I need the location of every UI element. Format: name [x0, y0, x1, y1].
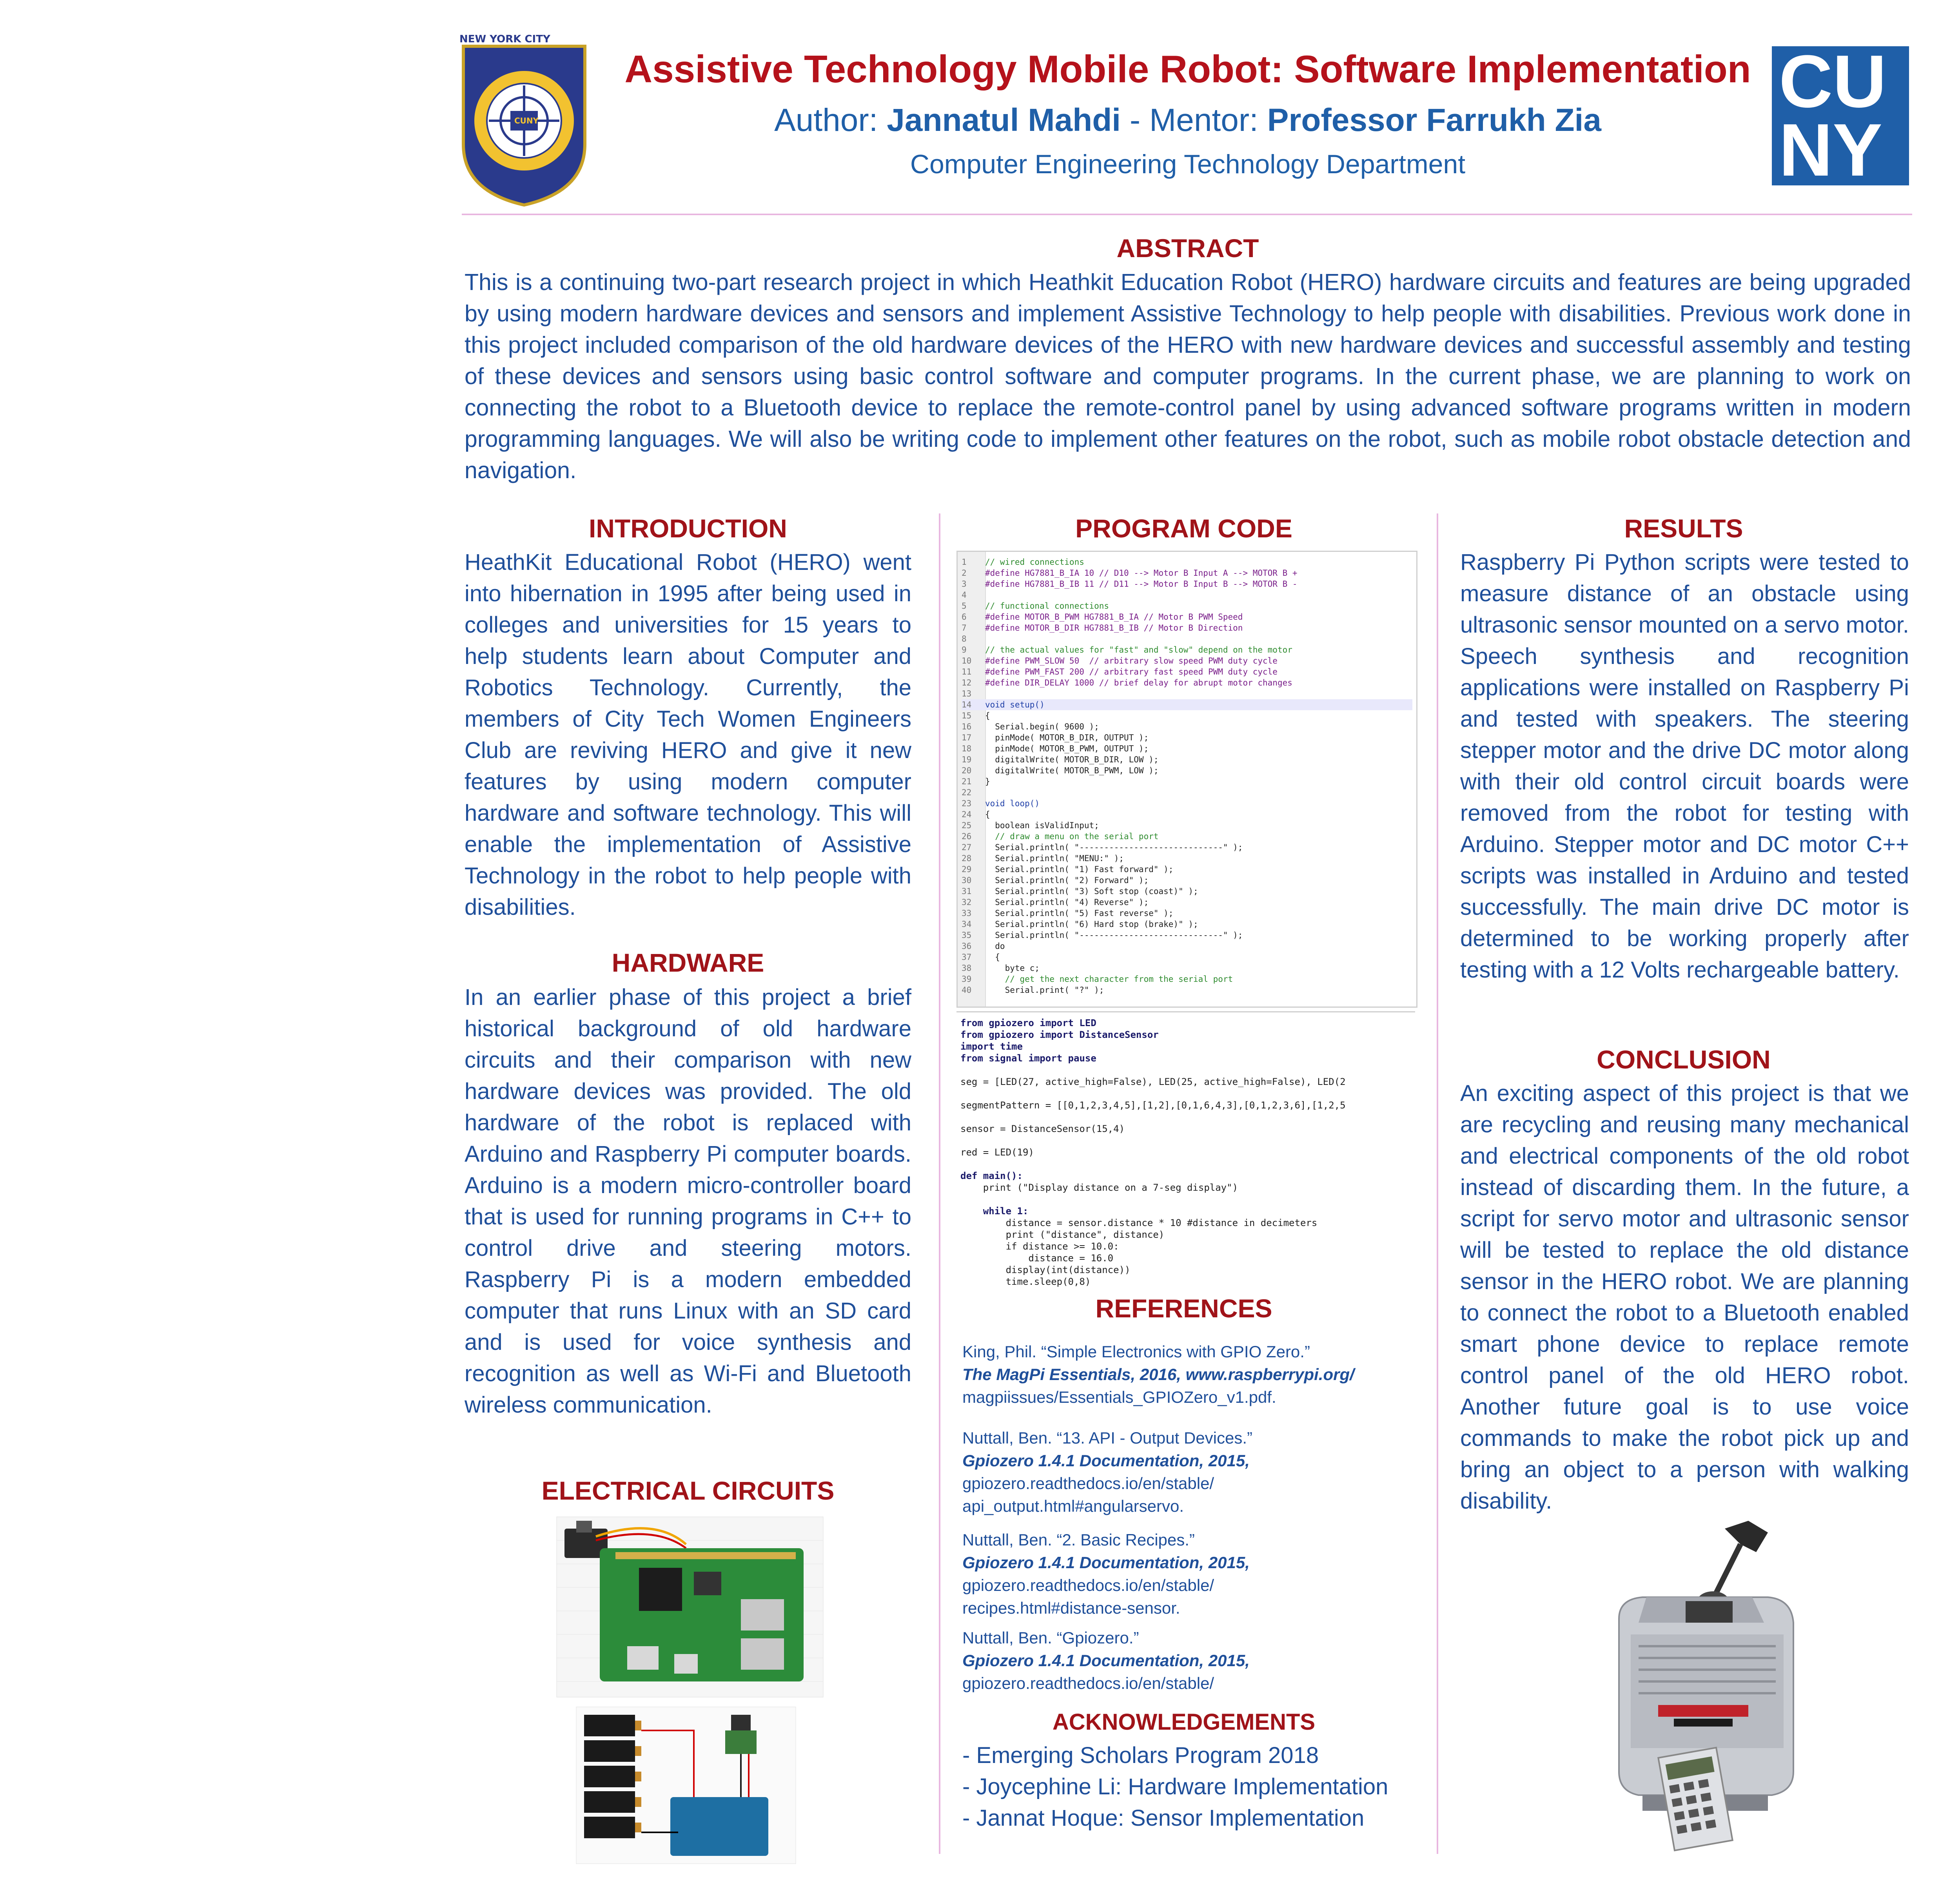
code-line — [962, 622, 1412, 633]
code-text: void loop() — [985, 799, 1040, 808]
code-line: distance = 16.0 — [960, 1253, 1114, 1264]
code-text: pinMode( MOTOR_B_DIR, OUTPUT ); — [985, 733, 1149, 742]
line-number: 37 — [962, 952, 972, 962]
code-text: #define PWM_SLOW 50 // arbitrary slow speed PWM duty cycle — [985, 656, 1278, 666]
results-text: Raspberry Pi Python scripts were tested to measure distance of an obstacle using ultrasonic sensor mounted on a servo motor. Speech synthesis and recognition applications were installed on Raspberry Pi and tested with speakers. The steering stepper motor and the drive DC motor along with their old control circuit boards were removed from the robot for testing with Arduino. Stepper motor and DC motor C++ scripts was installed in Arduino and tested successfully. The main drive DC motor is determined to be working properly after testing with a 12 Volts rechargeable battery. — [1460, 550, 1909, 983]
hero-robot-photo — [1584, 1521, 1827, 1858]
line-number: 16 — [962, 722, 972, 731]
line-number: 9 — [962, 645, 967, 655]
reference-line: Nuttall, Ben. “Gpiozero.” — [962, 1629, 1139, 1647]
references-title: REFERENCES — [1095, 1294, 1272, 1323]
code-text: digitalWrite( MOTOR_B_PWM, LOW ); — [985, 766, 1159, 775]
city-tech-seal-logo — [459, 33, 589, 207]
code-line: from gpiozero import LED — [960, 1017, 1096, 1028]
author-line — [580, 102, 1795, 139]
code-line — [962, 710, 1412, 721]
code-line — [962, 875, 1412, 886]
line-number: 36 — [962, 941, 972, 951]
code-line — [962, 721, 1412, 732]
code-text: Serial.println( "3) Soft stop (coast)" ); — [985, 887, 1198, 896]
code-text: } — [985, 777, 990, 786]
acknowledgement-item: - Jannat Hoque: Sensor Implementation — [962, 1805, 1365, 1831]
electrical-circuits-title: ELECTRICAL CIRCUITS — [541, 1476, 835, 1505]
code-line: sensor = DistanceSensor(15,4) — [960, 1123, 1125, 1134]
line-number: 32 — [962, 898, 972, 907]
code-text: void setup() — [985, 700, 1045, 709]
code-line — [962, 579, 1412, 589]
code-line — [962, 568, 1412, 579]
code-text: Serial.print( "?" ); — [985, 985, 1104, 995]
line-number: 5 — [962, 601, 967, 611]
reference-line: Gpiozero 1.4.1 Documentation, 2015, — [962, 1553, 1250, 1572]
code-text: // get the next character from the serial port — [985, 974, 1233, 984]
seal-text-cuny: CUNY — [514, 116, 539, 125]
conclusion-title: CONCLUSION — [1597, 1045, 1771, 1074]
code-text: { — [985, 711, 990, 720]
line-number: 24 — [962, 810, 972, 819]
line-number: 29 — [962, 865, 972, 874]
code-line: import time — [960, 1041, 1023, 1052]
line-number: 27 — [962, 843, 972, 852]
code-line — [962, 787, 1412, 798]
code-text: boolean isValidInput; — [985, 821, 1099, 830]
seal-text-top: NEW YORK CITY — [459, 33, 550, 45]
code-line: distance = sensor.distance * 10 #distance in decimeters — [960, 1217, 1318, 1228]
mentor-name: Professor Farrukh Zia — [1267, 102, 1601, 138]
code-text: Serial.println( "6) Hard stop (brake)" ); — [985, 920, 1198, 929]
code-text: { — [985, 952, 1000, 962]
cuny-logo — [1772, 40, 1909, 192]
acknowledgement-item: - Emerging Scholars Program 2018 — [962, 1743, 1319, 1768]
code-line — [962, 820, 1412, 831]
code-line — [962, 644, 1412, 655]
acknowledgements-title: ACKNOWLEDGEMENTS — [1052, 1709, 1316, 1735]
line-number: 38 — [962, 963, 972, 973]
reference-line: Nuttall, Ben. “13. API - Output Devices.” — [962, 1429, 1252, 1447]
code-line — [962, 864, 1412, 875]
code-line: print ("distance", distance) — [960, 1229, 1165, 1240]
code-line: print ("Display distance on a 7-seg display") — [960, 1182, 1238, 1193]
reference-line: gpiozero.readthedocs.io/en/stable/ — [962, 1674, 1214, 1692]
line-number: 19 — [962, 755, 972, 764]
code-line — [962, 743, 1412, 754]
code-text: Serial.println( "2) Forward" ); — [985, 876, 1149, 885]
column-divider-left — [939, 513, 940, 1854]
code-line — [962, 688, 1412, 699]
code-line: def main(): — [960, 1170, 1023, 1181]
code-text: // the actual values for "fast" and "slow" depend on the motor — [985, 645, 1292, 655]
line-number: 35 — [962, 930, 972, 940]
code-line — [962, 831, 1412, 842]
code-text: #define MOTOR_B_PWM HG7881_B_IA // Motor B PWM Speed — [985, 612, 1243, 622]
code-line — [962, 633, 1412, 644]
line-number: 39 — [962, 974, 972, 984]
introduction-text: HeathKit Educational Robot (HERO) went into hibernation in 1995 after being used in colleges and universities for 15 years to help students learn about Computer and Robotics Technology. Currently, the members of City Tech Women Engineers Club are reviving HERO and give it new features by using modern computer hardware and software technology. This will enable the implementation of Assistive Technology in the robot to help people with disabilities. — [465, 550, 911, 920]
header-divider — [462, 214, 1912, 215]
code-text: do — [985, 941, 1005, 951]
code-line — [962, 919, 1412, 930]
line-number: 15 — [962, 711, 972, 720]
hardware-text: In an earlier phase of this project a brief historical background of old hardware circuits and their comparison with new hardware devices was provided. The old hardware of the robot is replaced with Arduino and Raspberry Pi computer boards. Arduino is a modern micro-controller board that is used for running programs in C++ to control drive and steering motors. Raspberry Pi is a modern embedded computer that runs Linux with an SD card and is used for voice synthesis and recognition as well as Wi-Fi and Bluetooth wireless communication. — [465, 985, 911, 1418]
code-line — [962, 666, 1412, 677]
code-line — [962, 557, 1412, 568]
author-label: Author: — [774, 102, 878, 138]
reference-line: Nuttall, Ben. “2. Basic Recipes.” — [962, 1531, 1195, 1549]
author-name: Jannatul Mahdi — [887, 102, 1121, 138]
arduino-code-listing — [956, 551, 1417, 1008]
results-title: RESULTS — [1624, 514, 1743, 543]
code-line: if distance >= 10.0: — [960, 1241, 1119, 1252]
department: Computer Engineering Technology Department — [910, 149, 1466, 179]
line-number: 20 — [962, 766, 972, 775]
reference-item — [962, 1529, 1394, 1620]
line-number: 21 — [962, 777, 972, 786]
code-text: Serial.println( "-----------------------------" ); — [985, 843, 1243, 852]
code-line: segmentPattern = [[0,1,2,3,4,5],[1,2],[0,1,6,4,3],[0,1,2,3,6],[1,2,5 — [960, 1100, 1346, 1111]
reference-item — [962, 1627, 1394, 1695]
code-line — [962, 985, 1412, 996]
code-text: Serial.println( "4) Reverse" ); — [985, 898, 1149, 907]
code-text: { — [985, 810, 990, 819]
code-line — [962, 842, 1412, 853]
code-line — [962, 930, 1412, 941]
line-number: 17 — [962, 733, 972, 742]
line-number: 2 — [962, 568, 967, 578]
code-text: Serial.println( "5) Fast reverse" ); — [985, 909, 1174, 918]
code-text: #define DIR_DELAY 1000 // brief delay for abrupt motor changes — [985, 678, 1292, 687]
line-number: 12 — [962, 678, 972, 687]
code-text: byte c; — [985, 963, 1040, 973]
code-text: digitalWrite( MOTOR_B_DIR, LOW ); — [985, 755, 1159, 764]
code-line — [962, 611, 1412, 622]
code-text: // wired connections — [985, 557, 1084, 567]
code-line — [962, 765, 1412, 776]
code-line — [962, 699, 1412, 710]
code-text: // draw a menu on the serial port — [985, 832, 1159, 841]
code-text: #define HG7881_B_IA 10 // D10 --> Motor B Input A --> MOTOR B + — [985, 568, 1298, 578]
line-number: 4 — [962, 590, 967, 600]
code-line — [962, 677, 1412, 688]
reference-line: recipes.html#distance-sensor. — [962, 1599, 1180, 1617]
reference-line: magpiissues/Essentials_GPIOZero_v1.pdf. — [962, 1388, 1276, 1406]
reference-line: Gpiozero 1.4.1 Documentation, 2015, — [962, 1451, 1250, 1470]
cuny-logo-bottom: NY — [1779, 109, 1882, 192]
line-number: 6 — [962, 612, 967, 622]
code-text: // functional connections — [985, 601, 1109, 611]
code-line — [962, 589, 1412, 600]
code-line — [962, 655, 1412, 666]
line-number: 30 — [962, 876, 972, 885]
code-line: time.sleep(0,8) — [960, 1276, 1091, 1287]
reference-item — [962, 1427, 1394, 1518]
reference-line: Gpiozero 1.4.1 Documentation, 2015, — [962, 1651, 1250, 1670]
code-line — [962, 941, 1412, 952]
reference-item — [962, 1340, 1394, 1409]
code-line: from gpiozero import DistanceSensor — [960, 1029, 1159, 1040]
code-line — [962, 732, 1412, 743]
code-line — [962, 754, 1412, 765]
code-line: seg = [LED(27, active_high=False), LED(25, active_high=False), LED(2 — [960, 1076, 1346, 1087]
line-number: 3 — [962, 579, 967, 589]
line-number: 7 — [962, 623, 967, 633]
line-number: 25 — [962, 821, 972, 830]
reference-line: King, Phil. “Simple Electronics with GPIO Zero.” — [962, 1342, 1310, 1361]
program-code-title: PROGRAM CODE — [1075, 514, 1292, 543]
line-number: 31 — [962, 887, 972, 896]
poster-title: Assistive Technology Mobile Robot: Software Implementation — [624, 47, 1751, 91]
line-number: 33 — [962, 909, 972, 918]
code-line — [962, 600, 1412, 611]
abstract-title: ABSTRACT — [1116, 234, 1259, 263]
code-line — [962, 908, 1412, 919]
abstract-text: This is a continuing two-part research project in which Heathkit Education Robot (HERO) hardware circuits and features are being upgraded by using modern hardware devices and sensors and implement Assistive Technology to help people with disabilities. Previous work done in this project included comparison of the old hardware devices of the HERO with new hardware devices and successful assembly and testing of these devices and sensors using basic control software and computer programs. In the current phase, we are planning to work on connecting the robot to a Bluetooth device to replace the remote-control panel by using advanced software programs written in modern programming languages. We will also be writing code to implement other features on the robot, such as mobile robot obstacle detection and navigation. — [465, 269, 1911, 483]
hardware-title: HARDWARE — [612, 948, 764, 977]
acknowledgement-item: - Joycephine Li: Hardware Implementation — [962, 1774, 1388, 1799]
cuny-logo-top: CU — [1779, 40, 1887, 123]
code-line — [962, 897, 1412, 908]
code-line — [962, 809, 1412, 820]
code-text: pinMode( MOTOR_B_PWM, OUTPUT ); — [985, 744, 1149, 753]
line-number: 10 — [962, 656, 972, 666]
column-divider-right — [1437, 513, 1438, 1854]
code-text: Serial.println( "1) Fast forward" ); — [985, 865, 1174, 874]
raspberry-pi-circuit-figure — [557, 1517, 823, 1697]
line-number: 8 — [962, 634, 967, 644]
conclusion-text: An exciting aspect of this project is that we are recycling and reusing many mechanical and electrical components of the old robot instead of discarding them. In the future, a script for servo motor and ultrasonic sensor will be tested to replace the old distance sensor in the HERO robot. We are planning to connect the robot to a Bluetooth enabled smart phone device to replace remote control panel of the old HERO robot. Another future goal is to use voice commands to make the robot pick up and bring an object to a person with walking disability. — [1460, 1081, 1909, 1514]
code-line — [962, 963, 1412, 974]
code-line — [962, 886, 1412, 897]
code-line: from signal import pause — [960, 1053, 1096, 1064]
code-text: Serial.println( "MENU:" ); — [985, 854, 1124, 863]
reference-line: The MagPi Essentials, 2016, www.raspberrypi.org/ — [962, 1365, 1354, 1384]
line-number: 26 — [962, 832, 972, 841]
line-number: 14 — [962, 700, 972, 709]
line-number: 28 — [962, 854, 972, 863]
line-number: 18 — [962, 744, 972, 753]
code-line — [962, 974, 1412, 985]
code-text: Serial.begin( 9600 ); — [985, 722, 1099, 731]
code-line — [962, 776, 1412, 787]
reference-line: gpiozero.readthedocs.io/en/stable/ — [962, 1474, 1214, 1493]
reference-line: api_output.html#angularservo. — [962, 1497, 1184, 1515]
code-text: #define PWM_FAST 200 // arbitrary fast speed PWM duty cycle — [985, 667, 1278, 677]
introduction-title: INTRODUCTION — [589, 514, 787, 543]
code-line: while 1: — [960, 1206, 1029, 1217]
code-text: #define HG7881_B_IB 11 // D11 --> Motor B Input B --> MOTOR B - — [985, 579, 1298, 589]
line-number: 40 — [962, 985, 972, 995]
mentor-label: - Mentor: — [1129, 102, 1258, 138]
code-text: Serial.println( "-----------------------------" ); — [985, 930, 1243, 940]
line-number: 13 — [962, 689, 972, 698]
code-line — [962, 798, 1412, 809]
line-number: 11 — [962, 667, 972, 677]
reference-line: gpiozero.readthedocs.io/en/stable/ — [962, 1576, 1214, 1594]
code-line: display(int(distance)) — [960, 1264, 1131, 1275]
code-line — [962, 853, 1412, 864]
code-line: red = LED(19) — [960, 1147, 1034, 1158]
line-number: 23 — [962, 799, 972, 808]
code-line — [962, 952, 1412, 963]
line-number: 34 — [962, 920, 972, 929]
arduino-circuit-figure — [576, 1707, 796, 1864]
python-code-listing — [956, 1011, 1415, 1287]
code-text: #define MOTOR_B_DIR HG7881_B_IB // Motor B Direction — [985, 623, 1243, 633]
line-number: 22 — [962, 788, 972, 797]
line-number: 1 — [962, 557, 967, 567]
